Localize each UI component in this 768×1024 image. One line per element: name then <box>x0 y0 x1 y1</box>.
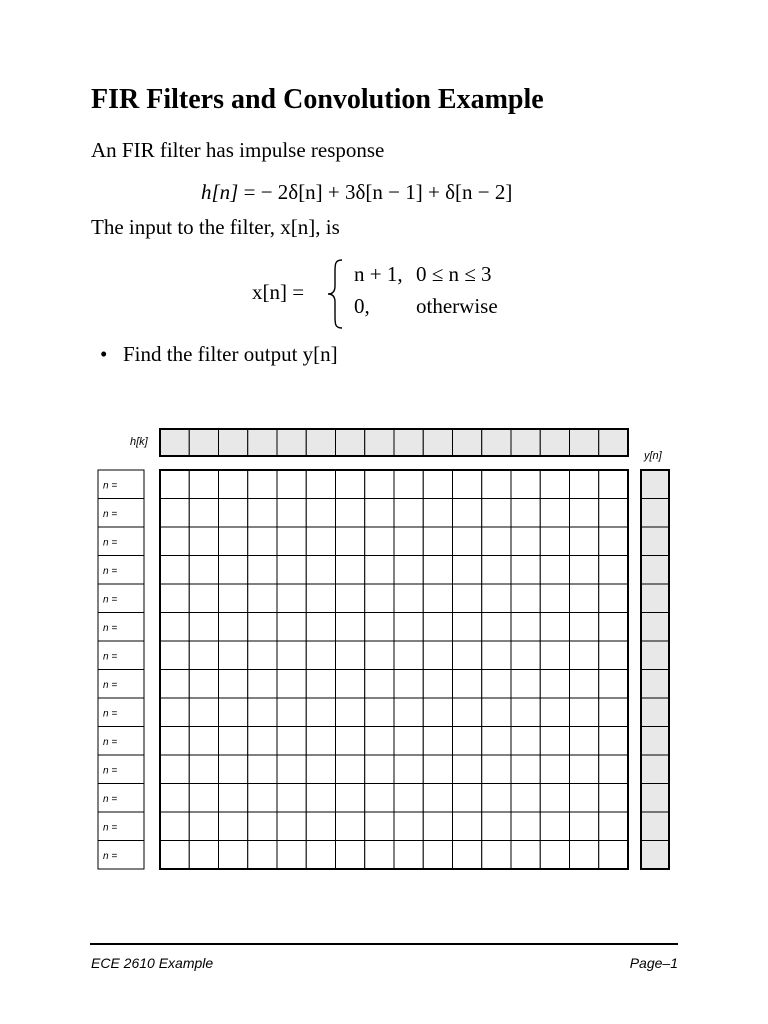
y-n-label: y[n] <box>644 450 662 462</box>
grid-cell <box>189 670 218 699</box>
grid-cell <box>482 727 511 756</box>
grid-cell <box>511 584 540 613</box>
row-label: n = <box>103 508 118 520</box>
grid-cell <box>453 499 482 528</box>
grid-cell <box>511 641 540 670</box>
row-label: n = <box>103 822 118 834</box>
row-label: n = <box>103 793 118 805</box>
grid-cell <box>423 641 452 670</box>
grid-cell <box>599 698 628 727</box>
grid-cell <box>277 499 306 528</box>
grid-cell <box>511 556 540 585</box>
page-title: FIR Filters and Convolution Example <box>91 84 544 115</box>
y-n-cell <box>641 841 669 870</box>
grid-cell <box>336 670 365 699</box>
grid-cell <box>336 841 365 870</box>
grid-cell <box>365 584 394 613</box>
grid-cell <box>189 470 218 499</box>
grid-cell <box>511 470 540 499</box>
bullet-icon: • <box>100 342 108 366</box>
grid-cell <box>570 784 599 813</box>
grid-cell <box>570 470 599 499</box>
grid-cell <box>599 755 628 784</box>
grid-cell <box>394 727 423 756</box>
grid-cell <box>394 527 423 556</box>
grid-cell <box>219 641 248 670</box>
h-k-cell <box>599 429 628 456</box>
row-label: n = <box>103 651 118 663</box>
y-n-cell <box>641 727 669 756</box>
input-description: The input to the filter, x[n], is <box>91 215 340 239</box>
footer-course: ECE 2610 Example <box>91 955 214 971</box>
grid-cell <box>306 784 335 813</box>
grid-cell <box>277 784 306 813</box>
input-case2-expr: 0, <box>354 294 370 318</box>
grid-cell <box>540 698 569 727</box>
grid-cell <box>365 784 394 813</box>
input-case2-condition: otherwise <box>416 294 498 318</box>
grid-cell <box>189 755 218 784</box>
grid-cell <box>540 584 569 613</box>
grid-cell <box>540 727 569 756</box>
grid-cell <box>482 784 511 813</box>
grid-cell <box>570 812 599 841</box>
grid-cell <box>219 755 248 784</box>
row-label: n = <box>103 708 118 720</box>
grid-cell <box>482 584 511 613</box>
grid-cell <box>277 584 306 613</box>
grid-cell <box>599 841 628 870</box>
grid-cell <box>540 641 569 670</box>
grid-cell <box>365 841 394 870</box>
grid-cell <box>365 613 394 642</box>
grid-cell <box>511 727 540 756</box>
grid-cell <box>336 784 365 813</box>
grid-cell <box>248 841 277 870</box>
grid-cell <box>511 755 540 784</box>
grid-cell <box>482 641 511 670</box>
grid-cell <box>423 584 452 613</box>
grid-cell <box>599 584 628 613</box>
grid-cell <box>277 670 306 699</box>
grid-cell <box>160 470 189 499</box>
grid-cell <box>511 698 540 727</box>
grid-cell <box>248 470 277 499</box>
grid-cell <box>336 812 365 841</box>
grid-cell <box>394 499 423 528</box>
grid-cell <box>189 641 218 670</box>
grid-cell <box>394 584 423 613</box>
grid-cell <box>219 727 248 756</box>
grid-cell <box>482 613 511 642</box>
grid-cell <box>599 613 628 642</box>
row-label: n = <box>103 765 118 777</box>
h-k-cell <box>306 429 335 456</box>
grid-cell <box>189 841 218 870</box>
grid-cell <box>570 527 599 556</box>
task-text: Find the filter output y[n] <box>123 342 338 366</box>
grid-cell <box>570 727 599 756</box>
grid-cell <box>160 499 189 528</box>
grid-cell <box>277 527 306 556</box>
grid-cell <box>189 727 218 756</box>
grid-cell <box>277 698 306 727</box>
grid-cell <box>453 698 482 727</box>
grid-cell <box>219 670 248 699</box>
grid-cell <box>189 584 218 613</box>
grid-cell <box>248 784 277 813</box>
grid-cell <box>423 670 452 699</box>
h-k-cell <box>336 429 365 456</box>
grid-cell <box>306 641 335 670</box>
grid-cell <box>219 584 248 613</box>
grid-cell <box>365 670 394 699</box>
grid-cell <box>248 613 277 642</box>
grid-cell <box>423 755 452 784</box>
grid-cell <box>277 812 306 841</box>
grid-cell <box>394 698 423 727</box>
grid-cell <box>453 641 482 670</box>
grid-cell <box>423 499 452 528</box>
grid-cell <box>219 812 248 841</box>
grid-cell <box>453 584 482 613</box>
grid-cell <box>248 641 277 670</box>
grid-cell <box>336 727 365 756</box>
grid-cell <box>394 556 423 585</box>
grid-cell <box>453 556 482 585</box>
grid-cell <box>540 470 569 499</box>
grid-cell <box>365 527 394 556</box>
grid-cell <box>599 670 628 699</box>
grid-cell <box>570 556 599 585</box>
grid-cell <box>277 755 306 784</box>
h-k-cell <box>394 429 423 456</box>
grid-cell <box>453 784 482 813</box>
y-n-cell <box>641 499 669 528</box>
h-k-label: h[k] <box>130 436 148 448</box>
grid-cell <box>160 784 189 813</box>
intro-text: An FIR filter has impulse response <box>91 138 385 162</box>
row-label: n = <box>103 565 118 577</box>
y-n-cell <box>641 698 669 727</box>
grid-cell <box>306 613 335 642</box>
grid-cell <box>160 641 189 670</box>
grid-cell <box>248 698 277 727</box>
grid-cell <box>189 784 218 813</box>
grid-cell <box>423 812 452 841</box>
grid-cell <box>365 755 394 784</box>
impulse-rhs: = − 2δ[n] + 3δ[n − 1] + δ[n − 2] <box>243 180 513 204</box>
impulse-lhs: h[n] <box>201 180 239 204</box>
h-k-cell <box>277 429 306 456</box>
grid-cell <box>540 527 569 556</box>
y-n-cell <box>641 527 669 556</box>
grid-cell <box>570 670 599 699</box>
h-k-cell <box>511 429 540 456</box>
grid-cell <box>219 784 248 813</box>
grid-cell <box>599 470 628 499</box>
grid-cell <box>423 527 452 556</box>
grid-cell <box>511 613 540 642</box>
h-k-cell <box>453 429 482 456</box>
grid-cell <box>160 527 189 556</box>
grid-cell <box>160 812 189 841</box>
grid-cell <box>394 812 423 841</box>
h-k-cell <box>570 429 599 456</box>
grid-cell <box>482 499 511 528</box>
grid-cell <box>336 527 365 556</box>
grid-cell <box>570 584 599 613</box>
grid-cell <box>482 755 511 784</box>
y-n-cell <box>641 784 669 813</box>
row-label: n = <box>103 537 118 549</box>
grid-cell <box>394 470 423 499</box>
grid-cell <box>540 784 569 813</box>
grid-cell <box>540 670 569 699</box>
y-n-cell <box>641 584 669 613</box>
grid-cell <box>365 698 394 727</box>
grid-cell <box>540 812 569 841</box>
grid-cell <box>336 584 365 613</box>
grid-cell <box>277 727 306 756</box>
grid-cell <box>453 527 482 556</box>
row-label: n = <box>103 850 118 862</box>
grid-cell <box>482 470 511 499</box>
grid-cell <box>511 812 540 841</box>
grid-cell <box>453 670 482 699</box>
grid-cell <box>423 613 452 642</box>
grid-cell <box>160 556 189 585</box>
grid-cell <box>277 841 306 870</box>
grid-cell <box>248 556 277 585</box>
grid-cell <box>160 698 189 727</box>
footer-page-number: Page–1 <box>629 955 678 971</box>
grid-cell <box>336 499 365 528</box>
row-label: n = <box>103 736 118 748</box>
grid-cell <box>306 841 335 870</box>
grid-cell <box>482 812 511 841</box>
grid-cell <box>248 812 277 841</box>
grid-cell <box>511 527 540 556</box>
grid-cell <box>394 755 423 784</box>
grid-cell <box>511 670 540 699</box>
grid-cell <box>160 727 189 756</box>
grid-cell <box>365 470 394 499</box>
grid-cell <box>189 613 218 642</box>
grid-cell <box>365 812 394 841</box>
grid-cell <box>599 727 628 756</box>
grid-cell <box>423 841 452 870</box>
grid-cell <box>482 556 511 585</box>
grid-cell <box>511 784 540 813</box>
grid-cell <box>306 584 335 613</box>
grid-cell <box>336 698 365 727</box>
grid-cell <box>570 755 599 784</box>
grid-cell <box>219 527 248 556</box>
grid-cell <box>599 784 628 813</box>
grid-cell <box>453 470 482 499</box>
grid-cell <box>248 727 277 756</box>
grid-cell <box>219 841 248 870</box>
grid-cell <box>394 670 423 699</box>
h-k-cell <box>160 429 189 456</box>
grid-cell <box>336 613 365 642</box>
grid-cell <box>570 613 599 642</box>
grid-cell <box>599 812 628 841</box>
y-n-cell <box>641 556 669 585</box>
grid-cell <box>189 556 218 585</box>
h-k-cell <box>540 429 569 456</box>
grid-cell <box>160 584 189 613</box>
h-k-cell <box>423 429 452 456</box>
grid-cell <box>306 556 335 585</box>
h-k-cell <box>482 429 511 456</box>
grid-cell <box>570 499 599 528</box>
grid-cell <box>336 470 365 499</box>
grid-cell <box>306 755 335 784</box>
grid-cell <box>306 470 335 499</box>
grid-cell <box>306 727 335 756</box>
h-k-cell <box>248 429 277 456</box>
h-k-cell <box>365 429 394 456</box>
grid-cell <box>306 499 335 528</box>
row-label: n = <box>103 679 118 691</box>
grid-cell <box>511 499 540 528</box>
input-case1-expr: n + 1, <box>354 262 403 286</box>
grid-cell <box>277 556 306 585</box>
grid-cell <box>394 784 423 813</box>
grid-cell <box>365 499 394 528</box>
grid-cell <box>482 841 511 870</box>
grid-cell <box>189 698 218 727</box>
grid-cell <box>482 527 511 556</box>
grid-cell <box>540 755 569 784</box>
grid-cell <box>189 527 218 556</box>
h-k-cell <box>219 429 248 456</box>
footer-rule <box>90 943 678 945</box>
grid-cell <box>277 470 306 499</box>
grid-cell <box>482 670 511 699</box>
grid-cell <box>219 698 248 727</box>
grid-cell <box>599 641 628 670</box>
grid-cell <box>540 613 569 642</box>
grid-cell <box>540 841 569 870</box>
grid-cell <box>423 698 452 727</box>
y-n-cell <box>641 613 669 642</box>
grid-cell <box>453 613 482 642</box>
grid-cell <box>306 698 335 727</box>
y-n-cell <box>641 812 669 841</box>
grid-cell <box>336 755 365 784</box>
grid-cell <box>423 470 452 499</box>
grid-cell <box>160 613 189 642</box>
grid-cell <box>248 499 277 528</box>
grid-cell <box>423 556 452 585</box>
grid-cell <box>394 613 423 642</box>
y-n-cell <box>641 755 669 784</box>
grid-cell <box>277 641 306 670</box>
grid-cell <box>336 641 365 670</box>
row-label: n = <box>103 594 118 606</box>
grid-cell <box>248 527 277 556</box>
grid-cell <box>336 556 365 585</box>
input-case1-condition: 0 ≤ n ≤ 3 <box>416 262 492 286</box>
grid-cell <box>219 613 248 642</box>
grid-cell <box>482 698 511 727</box>
grid-cell <box>248 584 277 613</box>
y-n-cell <box>641 670 669 699</box>
row-label: n = <box>103 622 118 634</box>
grid-cell <box>453 812 482 841</box>
row-label: n = <box>103 480 118 492</box>
grid-cell <box>219 499 248 528</box>
grid-cell <box>570 641 599 670</box>
grid-cell <box>423 784 452 813</box>
grid-cell <box>277 613 306 642</box>
grid-cell <box>394 641 423 670</box>
grid-cell <box>189 499 218 528</box>
grid-cell <box>219 556 248 585</box>
grid-cell <box>160 670 189 699</box>
grid-cell <box>306 812 335 841</box>
grid-cell <box>394 841 423 870</box>
grid-cell <box>453 755 482 784</box>
h-k-cell <box>189 429 218 456</box>
input-lhs: x[n] = <box>252 280 305 304</box>
grid-cell <box>540 556 569 585</box>
grid-cell <box>160 841 189 870</box>
grid-cell <box>453 727 482 756</box>
grid-cell <box>540 499 569 528</box>
grid-cell <box>511 841 540 870</box>
grid-cell <box>160 755 189 784</box>
grid-cell <box>365 556 394 585</box>
grid-cell <box>248 755 277 784</box>
grid-cell <box>306 527 335 556</box>
grid-cell <box>189 812 218 841</box>
grid-cell <box>248 670 277 699</box>
y-n-cell <box>641 470 669 499</box>
grid-cell <box>570 841 599 870</box>
grid-cell <box>599 499 628 528</box>
grid-cell <box>365 641 394 670</box>
y-n-cell <box>641 641 669 670</box>
grid-cell <box>453 841 482 870</box>
grid-cell <box>306 670 335 699</box>
grid-cell <box>570 698 599 727</box>
grid-cell <box>599 527 628 556</box>
grid-cell <box>365 727 394 756</box>
grid-cell <box>423 727 452 756</box>
grid-cell <box>219 470 248 499</box>
grid-cell <box>599 556 628 585</box>
